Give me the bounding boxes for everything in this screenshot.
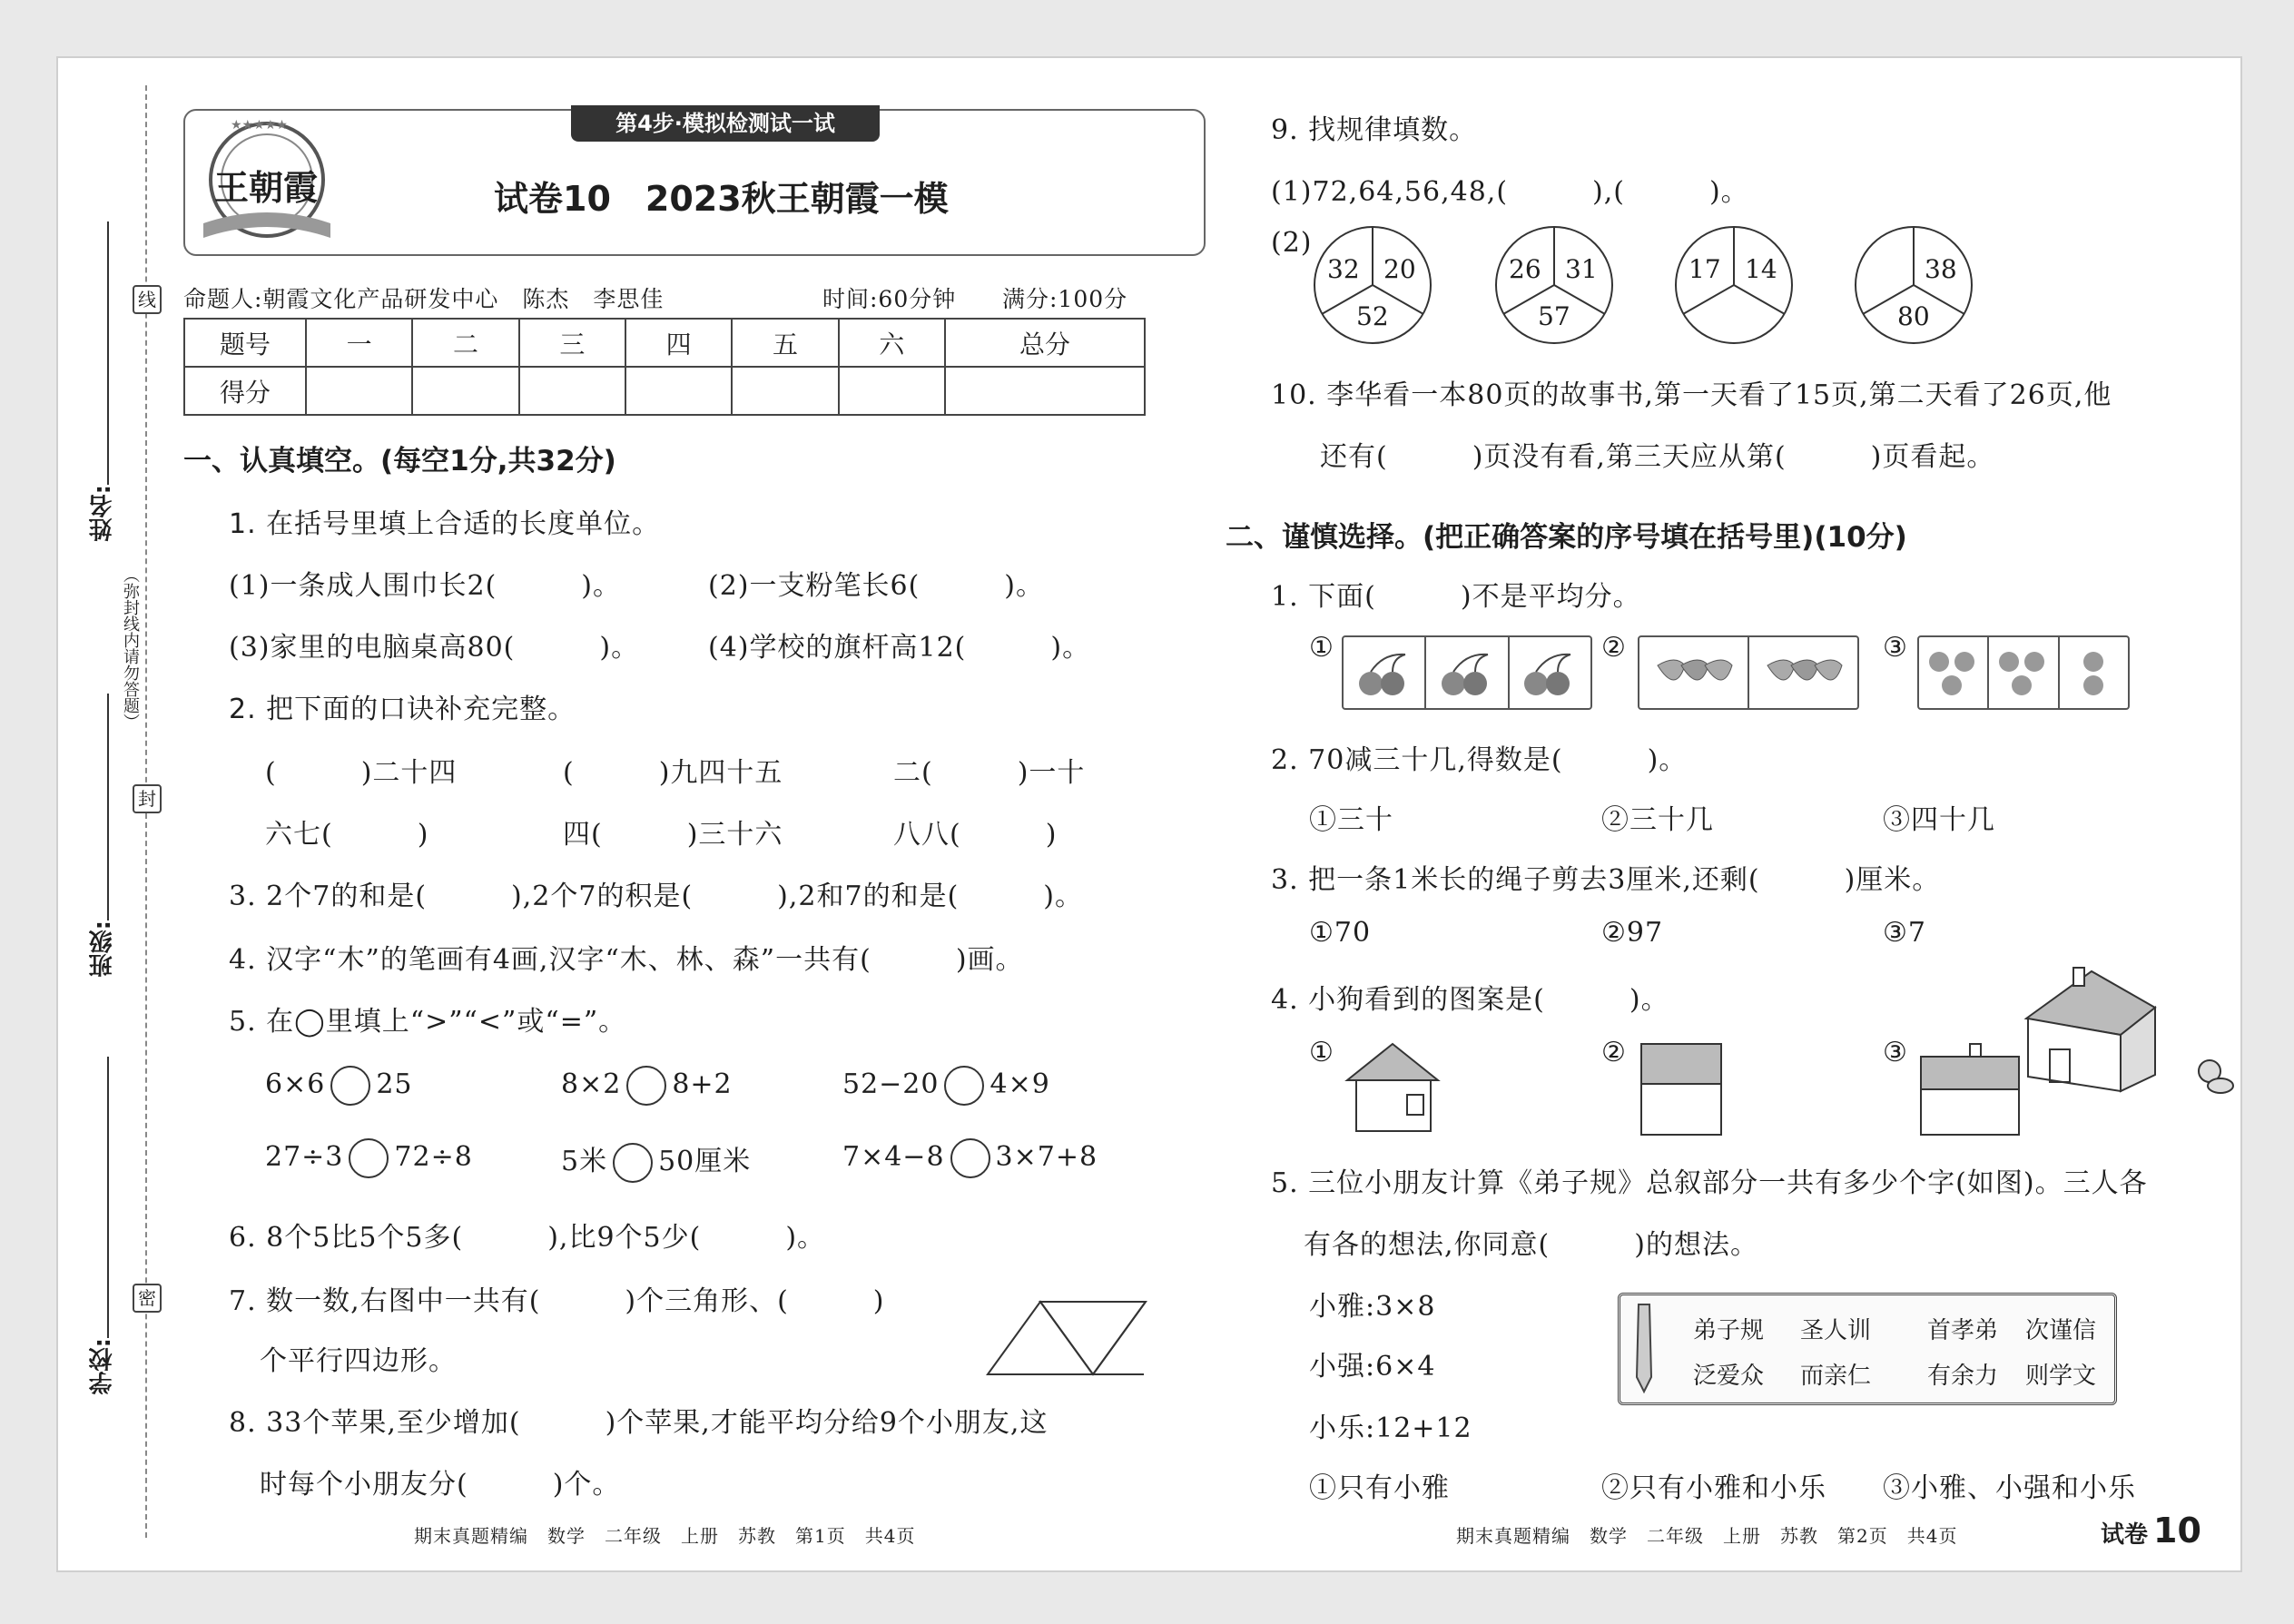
rhyme-blank: 六七( ) <box>265 819 429 851</box>
meta-authors: 命题人:朝霞文化产品研发中心 陈杰 李思佳 <box>183 286 665 312</box>
score-header: 三 <box>519 319 625 367</box>
question-1-b: (2)一支粉笔长6( )。 <box>708 570 1044 602</box>
compare-left: 27÷3 <box>265 1141 344 1173</box>
circle-b: 38 <box>1925 254 1957 284</box>
class-field[interactable] <box>107 694 109 920</box>
question-4: 4. 汉字“木”的笔画有4画,汉字“木、林、森”一共有( )画。 <box>229 944 1024 976</box>
score-cell[interactable] <box>306 367 412 415</box>
question-9: 9. 找规律填数。 <box>1271 114 1478 146</box>
score-header: 六 <box>839 319 945 367</box>
brand-logo <box>194 114 340 241</box>
compare-left: 7×4−8 <box>842 1141 945 1173</box>
circle-a: 26 <box>1509 254 1541 284</box>
score-header: 一 <box>306 319 412 367</box>
circle-b: 31 <box>1565 254 1598 284</box>
cherry-icon <box>1518 647 1581 698</box>
compare-item <box>561 1138 751 1183</box>
question-10-b: 还有( )页没有看,第三天应从第( )页看起。 <box>1320 441 1995 473</box>
rhyme-blank: ( )九四十五 <box>563 757 783 789</box>
brush-icon <box>1626 1301 1662 1395</box>
choice-1-opt: ② <box>1601 632 1627 664</box>
compare-circle[interactable] <box>950 1138 990 1178</box>
choice-2-opt: ①三十 <box>1309 804 1393 836</box>
score-header: 五 <box>732 319 838 367</box>
scroll-text: 次谨信 <box>2025 1317 2097 1344</box>
name-label: 姓名: <box>89 485 116 542</box>
footer-right: 期末真题精编 数学 二年级 上册 苏教 第2页 共4页 <box>1456 1525 1958 1547</box>
circle-divider <box>1672 223 1796 347</box>
score-header: 四 <box>625 319 732 367</box>
compare-circle[interactable] <box>944 1066 984 1106</box>
school-label: 学校: <box>89 1338 116 1395</box>
section-1-title: 一、认真填空。(每空1分,共32分) <box>183 445 616 477</box>
house-with-dog <box>2019 964 2237 1095</box>
cherry-box <box>1342 635 1592 710</box>
scroll-text: 首孝弟 <box>1927 1317 1999 1344</box>
class-label: 班级: <box>89 920 116 978</box>
compare-right: 72÷8 <box>394 1141 473 1173</box>
tomato-box <box>1917 635 2130 710</box>
choice-4-opt: ② <box>1601 1037 1627 1068</box>
strawberry-group <box>1639 637 1749 708</box>
compare-right: 25 <box>376 1068 413 1100</box>
compare-left: 5米 <box>561 1146 608 1177</box>
idea-xiaoya: 小雅:3×8 <box>1309 1291 1436 1323</box>
question-3: 3. 2个7的和是( ),2个7的积是( ),2和7的和是( )。 <box>229 881 1083 912</box>
seal-note: （弥封线内请勿答题） <box>121 566 140 730</box>
circle-c: 52 <box>1356 301 1389 331</box>
choice-5: 5. 三位小朋友计算《弟子规》总叙部分一共有多少个字(如图)。三人各 <box>1271 1167 2148 1199</box>
seal-mark-secret: 密 <box>133 1284 162 1313</box>
strawberry-icon <box>1649 647 1739 698</box>
score-row <box>184 367 1145 415</box>
compare-item <box>265 1066 413 1106</box>
question-1-a: (1)一条成人围巾长2( )。 <box>229 570 621 602</box>
choice-5-opt: ③小雅、小强和小乐 <box>1883 1472 2136 1504</box>
dizigui-scroll <box>1618 1293 2117 1405</box>
rhyme-blank: 二( )一十 <box>893 757 1086 789</box>
compare-circle[interactable] <box>613 1143 653 1183</box>
question-5: 5. 在◯里填上“>”“<”或“=”。 <box>229 1006 627 1038</box>
rhyme-blank: 四( )三十六 <box>563 819 783 851</box>
choice-1: 1. 下面( )不是平均分。 <box>1271 581 1641 613</box>
exam-title: 试卷10 2023秋王朝霞一模 <box>494 179 949 219</box>
circle-c: 57 <box>1538 301 1570 331</box>
tomato-group <box>2060 637 2128 708</box>
compare-right: 4×9 <box>989 1068 1050 1100</box>
choice-2-opt: ②三十几 <box>1601 804 1714 836</box>
compare-left: 52−20 <box>842 1068 940 1100</box>
compare-item <box>842 1066 1050 1106</box>
step-banner: 第4步·模拟检测试一试 <box>571 105 880 142</box>
score-table <box>183 318 1146 416</box>
question-1-d: (4)学校的旗杆高12( )。 <box>708 632 1091 664</box>
house-view-3 <box>1915 1040 2024 1138</box>
paper-badge-label: 试卷 <box>2101 1521 2149 1549</box>
question-8: 8. 33个苹果,至少增加( )个苹果,才能平均分给9个小朋友,这 <box>229 1407 1049 1439</box>
footer-left: 期末真题精编 数学 二年级 上册 苏教 第1页 共4页 <box>414 1525 916 1547</box>
choice-5-opt: ②只有小雅和小乐 <box>1601 1472 1826 1504</box>
choice-4: 4. 小狗看到的图案是( )。 <box>1271 984 1669 1016</box>
tomato-group <box>1919 637 1989 708</box>
choice-4-opt: ① <box>1309 1037 1334 1068</box>
compare-circle[interactable] <box>349 1138 389 1178</box>
number-circle <box>1672 223 1796 347</box>
score-cell[interactable] <box>945 367 1145 415</box>
meta-time: 时间:60分钟 <box>822 286 957 312</box>
choice-2-opt: ③四十几 <box>1883 804 1995 836</box>
scroll-text: 则学文 <box>2025 1363 2097 1390</box>
exam-sheet <box>56 56 2242 1572</box>
number-circle <box>1852 223 1975 347</box>
compare-right: 8+2 <box>672 1068 733 1100</box>
choice-1-opt: ③ <box>1883 632 1908 664</box>
svg-text:★★★★★: ★★★★★ <box>231 118 288 133</box>
score-cell[interactable] <box>839 367 945 415</box>
scroll-text: 圣人训 <box>1800 1317 1872 1344</box>
question-9-1: (1)72,64,56,48,( ),( )。 <box>1271 176 1749 208</box>
scroll-text: 泛爱众 <box>1693 1363 1765 1390</box>
compare-right: 3×7+8 <box>995 1141 1098 1173</box>
scroll-text: 而亲仁 <box>1800 1363 1872 1390</box>
tomato-group <box>1989 637 2059 708</box>
strawberry-icon <box>1758 647 1849 698</box>
compare-right: 50厘米 <box>658 1146 752 1177</box>
idea-xiaoqiang: 小强:6×4 <box>1309 1351 1436 1383</box>
rhyme-blank: ( )二十四 <box>265 757 458 789</box>
question-9-2: (2) <box>1271 227 1313 259</box>
section-2-title: 二、谨慎选择。(把正确答案的序号填在括号里)(10分) <box>1226 521 1907 554</box>
compare-item <box>561 1066 733 1106</box>
score-cell[interactable] <box>412 367 518 415</box>
cherry-icon <box>1435 647 1499 698</box>
compare-left: 6×6 <box>265 1068 326 1100</box>
paper-badge <box>2101 1511 2201 1550</box>
scroll-text: 有余力 <box>1927 1363 1999 1390</box>
question-1: 1. 在括号里填上合适的长度单位。 <box>229 508 661 540</box>
cherry-group <box>1426 637 1509 708</box>
choice-2: 2. 70减三十几,得数是( )。 <box>1271 744 1688 776</box>
paper-badge-number: 10 <box>2153 1511 2201 1550</box>
tomato-icon <box>1994 645 2053 700</box>
triangle-figure <box>984 1298 1147 1378</box>
number-circle <box>1311 223 1434 347</box>
cherry-group <box>1510 637 1590 708</box>
question-7: 7. 数一数,右图中一共有( )个三角形、( ) <box>229 1285 885 1317</box>
choice-5-opt: ①只有小雅 <box>1309 1472 1450 1504</box>
tomato-icon <box>2064 645 2122 700</box>
meta-score: 满分:100分 <box>1002 286 1128 312</box>
idea-xiaole: 小乐:12+12 <box>1309 1412 1472 1444</box>
score-cell[interactable] <box>519 367 625 415</box>
house-view-2 <box>1636 1040 1727 1138</box>
compare-item <box>265 1138 473 1178</box>
strawberry-group <box>1749 637 1857 708</box>
question-10: 10. 李华看一本80页的故事书,第一天看了15页,第二天看了26页,他 <box>1271 379 2112 411</box>
score-cell[interactable] <box>625 367 732 415</box>
score-header-row <box>184 319 1145 367</box>
compare-circle[interactable] <box>330 1066 370 1106</box>
cherry-group <box>1344 637 1426 708</box>
choice-3-opt: ③7 <box>1883 917 1926 949</box>
compare-item <box>842 1138 1098 1178</box>
question-1-c: (3)家里的电脑桌高80( )。 <box>229 632 640 664</box>
question-7-b: 个平行四边形。 <box>260 1345 457 1377</box>
rhyme-blank: 八八( ) <box>893 819 1058 851</box>
house-view-1 <box>1338 1040 1447 1135</box>
score-row-label: 得分 <box>184 367 306 415</box>
choice-5-b: 有各的想法,你同意( )的想法。 <box>1304 1229 1758 1261</box>
circle-b: 14 <box>1745 254 1777 284</box>
score-cell[interactable] <box>732 367 838 415</box>
choice-1-opt: ① <box>1309 632 1334 664</box>
choice-4-opt: ③ <box>1883 1037 1908 1068</box>
choice-3: 3. 把一条1米长的绳子剪去3厘米,还剩( )厘米。 <box>1271 864 1941 896</box>
compare-circle[interactable] <box>626 1066 666 1106</box>
name-field[interactable] <box>107 221 109 485</box>
number-circle <box>1492 223 1616 347</box>
cherry-icon <box>1353 647 1416 698</box>
choice-3-opt: ②97 <box>1601 917 1664 949</box>
score-header: 二 <box>412 319 518 367</box>
question-8-b: 时每个小朋友分( )个。 <box>260 1469 621 1501</box>
question-6: 6. 8个5比5个5多( ),比9个5少( )。 <box>229 1222 826 1254</box>
school-field[interactable] <box>107 1057 109 1338</box>
strawberry-box <box>1638 635 1859 710</box>
scroll-text: 弟子规 <box>1693 1317 1765 1344</box>
compare-left: 8×2 <box>561 1068 622 1100</box>
question-2: 2. 把下面的口诀补充完整。 <box>229 694 576 725</box>
circle-a: 17 <box>1689 254 1721 284</box>
seal-mark-seal: 封 <box>133 784 162 813</box>
seal-mark-line: 线 <box>133 285 162 314</box>
score-header: 总分 <box>945 319 1145 367</box>
tomato-icon <box>1925 645 1983 700</box>
choice-3-opt: ①70 <box>1309 917 1372 949</box>
circle-c: 80 <box>1897 301 1930 331</box>
score-header: 题号 <box>184 319 306 367</box>
circle-a: 32 <box>1327 254 1360 284</box>
circle-b: 20 <box>1383 254 1416 284</box>
logo-text: 王朝霞 <box>214 167 319 208</box>
